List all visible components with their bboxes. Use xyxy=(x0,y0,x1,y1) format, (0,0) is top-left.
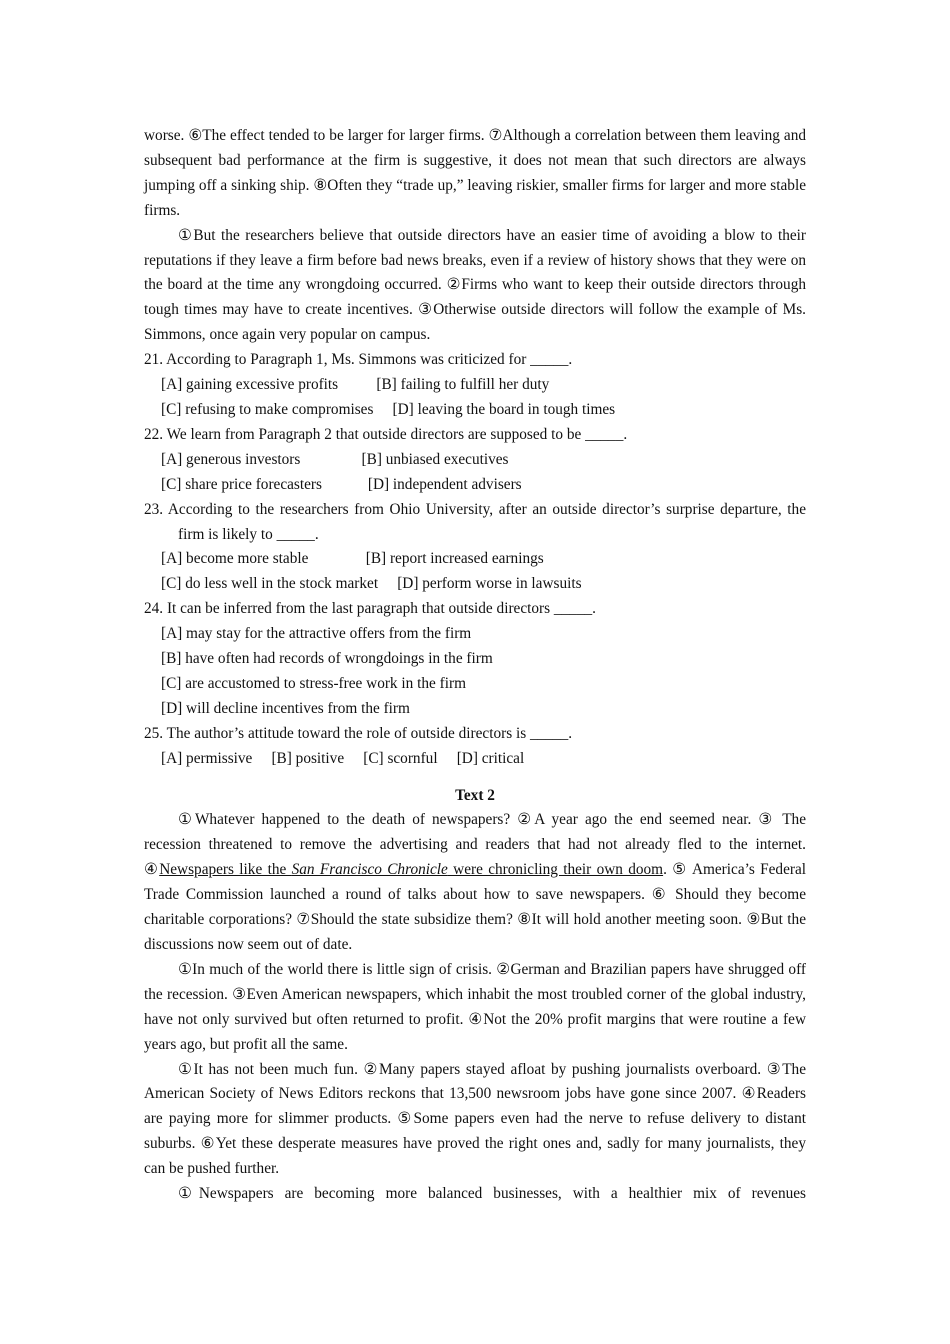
option-row: [A] generous investors [B] unbiased executives xyxy=(161,450,509,468)
exam-page xyxy=(144,124,806,1207)
text2-paragraph-4: ①Newspapers are becoming more balanced businesses, with a healthier mix of revenues xyxy=(178,1185,806,1203)
underlined-sentence xyxy=(159,861,663,878)
question-22 xyxy=(144,423,806,498)
question-23 xyxy=(144,498,806,598)
option-row: [A] become more stable [B] report increased earnings xyxy=(161,550,544,568)
question-25 xyxy=(144,722,806,772)
question-stem: 24. It can be inferred from the last paragraph that outside directors _____. xyxy=(144,600,596,618)
underlined-text: were chronicling their own doom xyxy=(447,861,664,879)
p1-intro: ①Whatever happened to the death of newspapers? ②A year ago the end seemed near. ③ The recession threatened to remove the advertising and readers that had not already fled to the internet. ④ xyxy=(144,811,806,879)
newspaper-name: San Francisco Chronicle xyxy=(291,861,448,879)
question-stem: 21. According to Paragraph 1, Ms. Simmons was criticized for _____. xyxy=(144,351,573,369)
text2-paragraph-2: ①In much of the world there is little sign of crisis. ②German and Brazilian papers have shrugged off the recession. ③Even American newspapers, which inhabit the most troubled corner of the global industry, have not only survived but often returned to profit. ④Not the 20% profit margins that were routine a few years ago, but profit all the same. xyxy=(144,960,806,1053)
option-row: [A] permissive [B] positive [C] scornful [D] critical xyxy=(161,749,525,767)
option-row: [C] do less well in the stock market [D] perform worse in lawsuits xyxy=(161,575,582,593)
text2-paragraph-3: ①It has not been much fun. ②Many papers stayed afloat by pushing journalists overboard. ③The American Society of News Editors reckons that 13,500 newsroom jobs have gone since 2007. ④Readers are paying more for slimmer products. ⑤Some papers even had the nerve to refuse delivery to distant suburbs. ⑥Yet these desperate measures have proved the right ones and, sadly for many journalists, they can be pushed further. xyxy=(144,1060,806,1178)
option-row: [C] refusing to make compromises [D] leaving the board in tough times xyxy=(161,400,616,418)
option-row: [C] are accustomed to stress-free work in the firm xyxy=(161,674,466,692)
option-row: [D] will decline incentives from the firm xyxy=(161,699,410,717)
option-row: [A] may stay for the attractive offers from the firm xyxy=(161,625,472,643)
text1-paragraph-continued: worse. ⑥The effect tended to be larger for larger firms. ⑦Although a correlation between them leaving and subsequent bad performance at the firm is suggestive, it does not mean that such directors are always jumping off a sinking ship. ⑧Often they “trade up,” leaving riskier, smaller firms for larger and more stable firms. xyxy=(144,127,806,219)
text2-paragraph-1 xyxy=(144,808,806,957)
question-21 xyxy=(144,348,806,423)
option-row: [A] gaining excessive profits [B] failing to fulfill her duty xyxy=(161,376,550,394)
p1-rest: . ⑤ America’s Federal Trade Commission launched a round of talks about how to save newspapers. ⑥ Should they become charitable corporations? ⑦Should the state subsidize them? ⑧It will hold another meeting soon. ⑨But the discussions now seem out of date. xyxy=(144,861,807,953)
underlined-text: Newspapers like the xyxy=(159,861,292,879)
option-row: [B] have often had records of wrongdoings in the firm xyxy=(161,650,493,668)
text1-last-paragraph: ①But the researchers believe that outside directors have an easier time of avoiding a blow to their reputations if they leave a firm before bad news breaks, even if a review of history shows that they were on the board at the time any wrongdoing occurred. ②Firms who want to keep their outside directors through tough times may have to create incentives. ③Otherwise outside directors will follow the example of Ms. Simmons, once again very popular on campus. xyxy=(144,226,806,344)
question-stem: 25. The author’s attitude toward the role of outside directors is _____. xyxy=(144,724,573,742)
option-row: [C] share price forecasters [D] independent advisers xyxy=(161,475,522,493)
question-24 xyxy=(144,597,806,722)
question-stem: 23. According to the researchers from Ohio University, after an outside director’s surprise departure, the firm is likely to _____. xyxy=(144,500,806,543)
text2-title: Text 2 xyxy=(455,786,495,804)
question-stem: 22. We learn from Paragraph 2 that outside directors are supposed to be _____. xyxy=(144,425,628,443)
